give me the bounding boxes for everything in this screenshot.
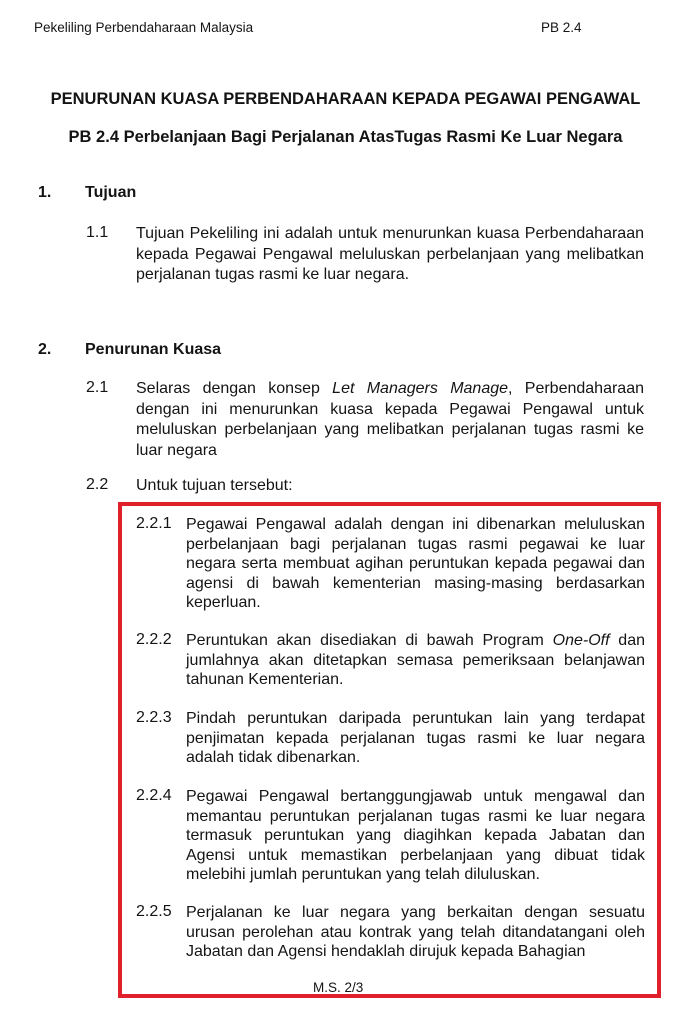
document-title: PENURUNAN KUASA PERBENDAHARAAN KEPADA PEGAWAI PENGAWAL [50, 90, 641, 108]
paragraph-2-2-number: 2.2 [86, 476, 109, 493]
subparagraph-2-2-3-number: 2.2.3 [136, 709, 172, 726]
paragraph-2-1-text-start: Selaras dengan konsep [136, 380, 333, 397]
subparagraph-2-2-1-number: 2.2.1 [136, 515, 172, 532]
subparagraph-2-2-4-number: 2.2.4 [136, 787, 172, 804]
paragraph-1-1-text: Tujuan Pekeliling ini adalah untuk menurunkan kuasa Perbendaharaan kepada Pegawai Pengawal meluluskan perbelanjaan yang melibatkan perjalanan tugas rasmi ke luar negara. [136, 225, 644, 283]
section-2-number: 2. [38, 341, 52, 358]
subparagraph-2-2-1-text: Pegawai Pengawal adalah dengan ini dibenarkan meluluskan perbelanjaan bagi perjalanan tugas rasmi pegawai ke luar negara serta membuat agihan peruntukan kepada pegawai dan agensi di bawah kementerian masing-masing berdasarkan keperluan. [186, 516, 645, 612]
paragraph-2-1-italic-phrase: Let Managers Manage [332, 380, 509, 397]
subparagraph-2-2-5-text: Perjalanan ke luar negara yang berkaitan dengan sesuatu urusan perolehan atau kontrak yang telah ditandatangani oleh Jabatan dan Agensi hendaklah dirujuk kepada Bahagian [186, 904, 645, 961]
subparagraph-2-2-4-text: Pegawai Pengawal bertanggungjawab untuk mengawal dan memantau peruntukan perjalanan tugas rasmi ke luar negara termasuk peruntukan yang diagihkan kepada Jabatan dan Agensi untuk memastikan perbelanjaan yang dibuat tidak melebihi jumlah peruntukan yang telah diluluskan. [186, 788, 645, 884]
paragraph-2-1-number: 2.1 [86, 379, 109, 396]
document-subtitle: PB 2.4 Perbelanjaan Bagi Perjalanan AtasTugas Rasmi Ke Luar Negara [68, 128, 623, 146]
subparagraph-2-2-2-number: 2.2.2 [136, 631, 172, 648]
subparagraph-2-2-2-text-end: dan jumlahnya akan ditetapkan semasa pemeriksaan belanjawan tahunan Kementerian. [186, 632, 645, 689]
subparagraph-2-2-5-number: 2.2.5 [136, 903, 172, 920]
subparagraph-2-2-2-text [186, 631, 645, 690]
paragraph-2-1-text [136, 379, 644, 461]
paragraph-1-1-number: 1.1 [86, 224, 109, 241]
subparagraph-2-2-2-text-start: Peruntukan akan disediakan di bawah Program [186, 632, 553, 649]
section-1-number: 1. [38, 184, 52, 201]
paragraph-2-1-text-end: , Perbendaharaan dengan ini menurunkan kuasa kepada Pegawai Pengawal untuk meluluskan perbelanjaan yang melibatkan perjalanan tugas rasmi ke luar negara [136, 380, 644, 459]
subparagraph-2-2-2-italic-phrase: One-Off [552, 632, 610, 649]
running-header-code: PB 2.4 [541, 20, 582, 35]
page-number: M.S. 2/3 [313, 980, 364, 995]
running-header-title: Pekeliling Perbendaharaan Malaysia [34, 20, 254, 35]
subparagraph-2-2-3-text: Pindah peruntukan daripada peruntukan lain yang terdapat penjimatan kepada perjalanan tugas rasmi ke luar negara adalah tidak dibenarkan. [186, 710, 645, 767]
section-1-title: Tujuan [85, 184, 137, 201]
section-2-title: Penurunan Kuasa [85, 341, 222, 358]
paragraph-2-2-text: Untuk tujuan tersebut: [136, 477, 293, 494]
